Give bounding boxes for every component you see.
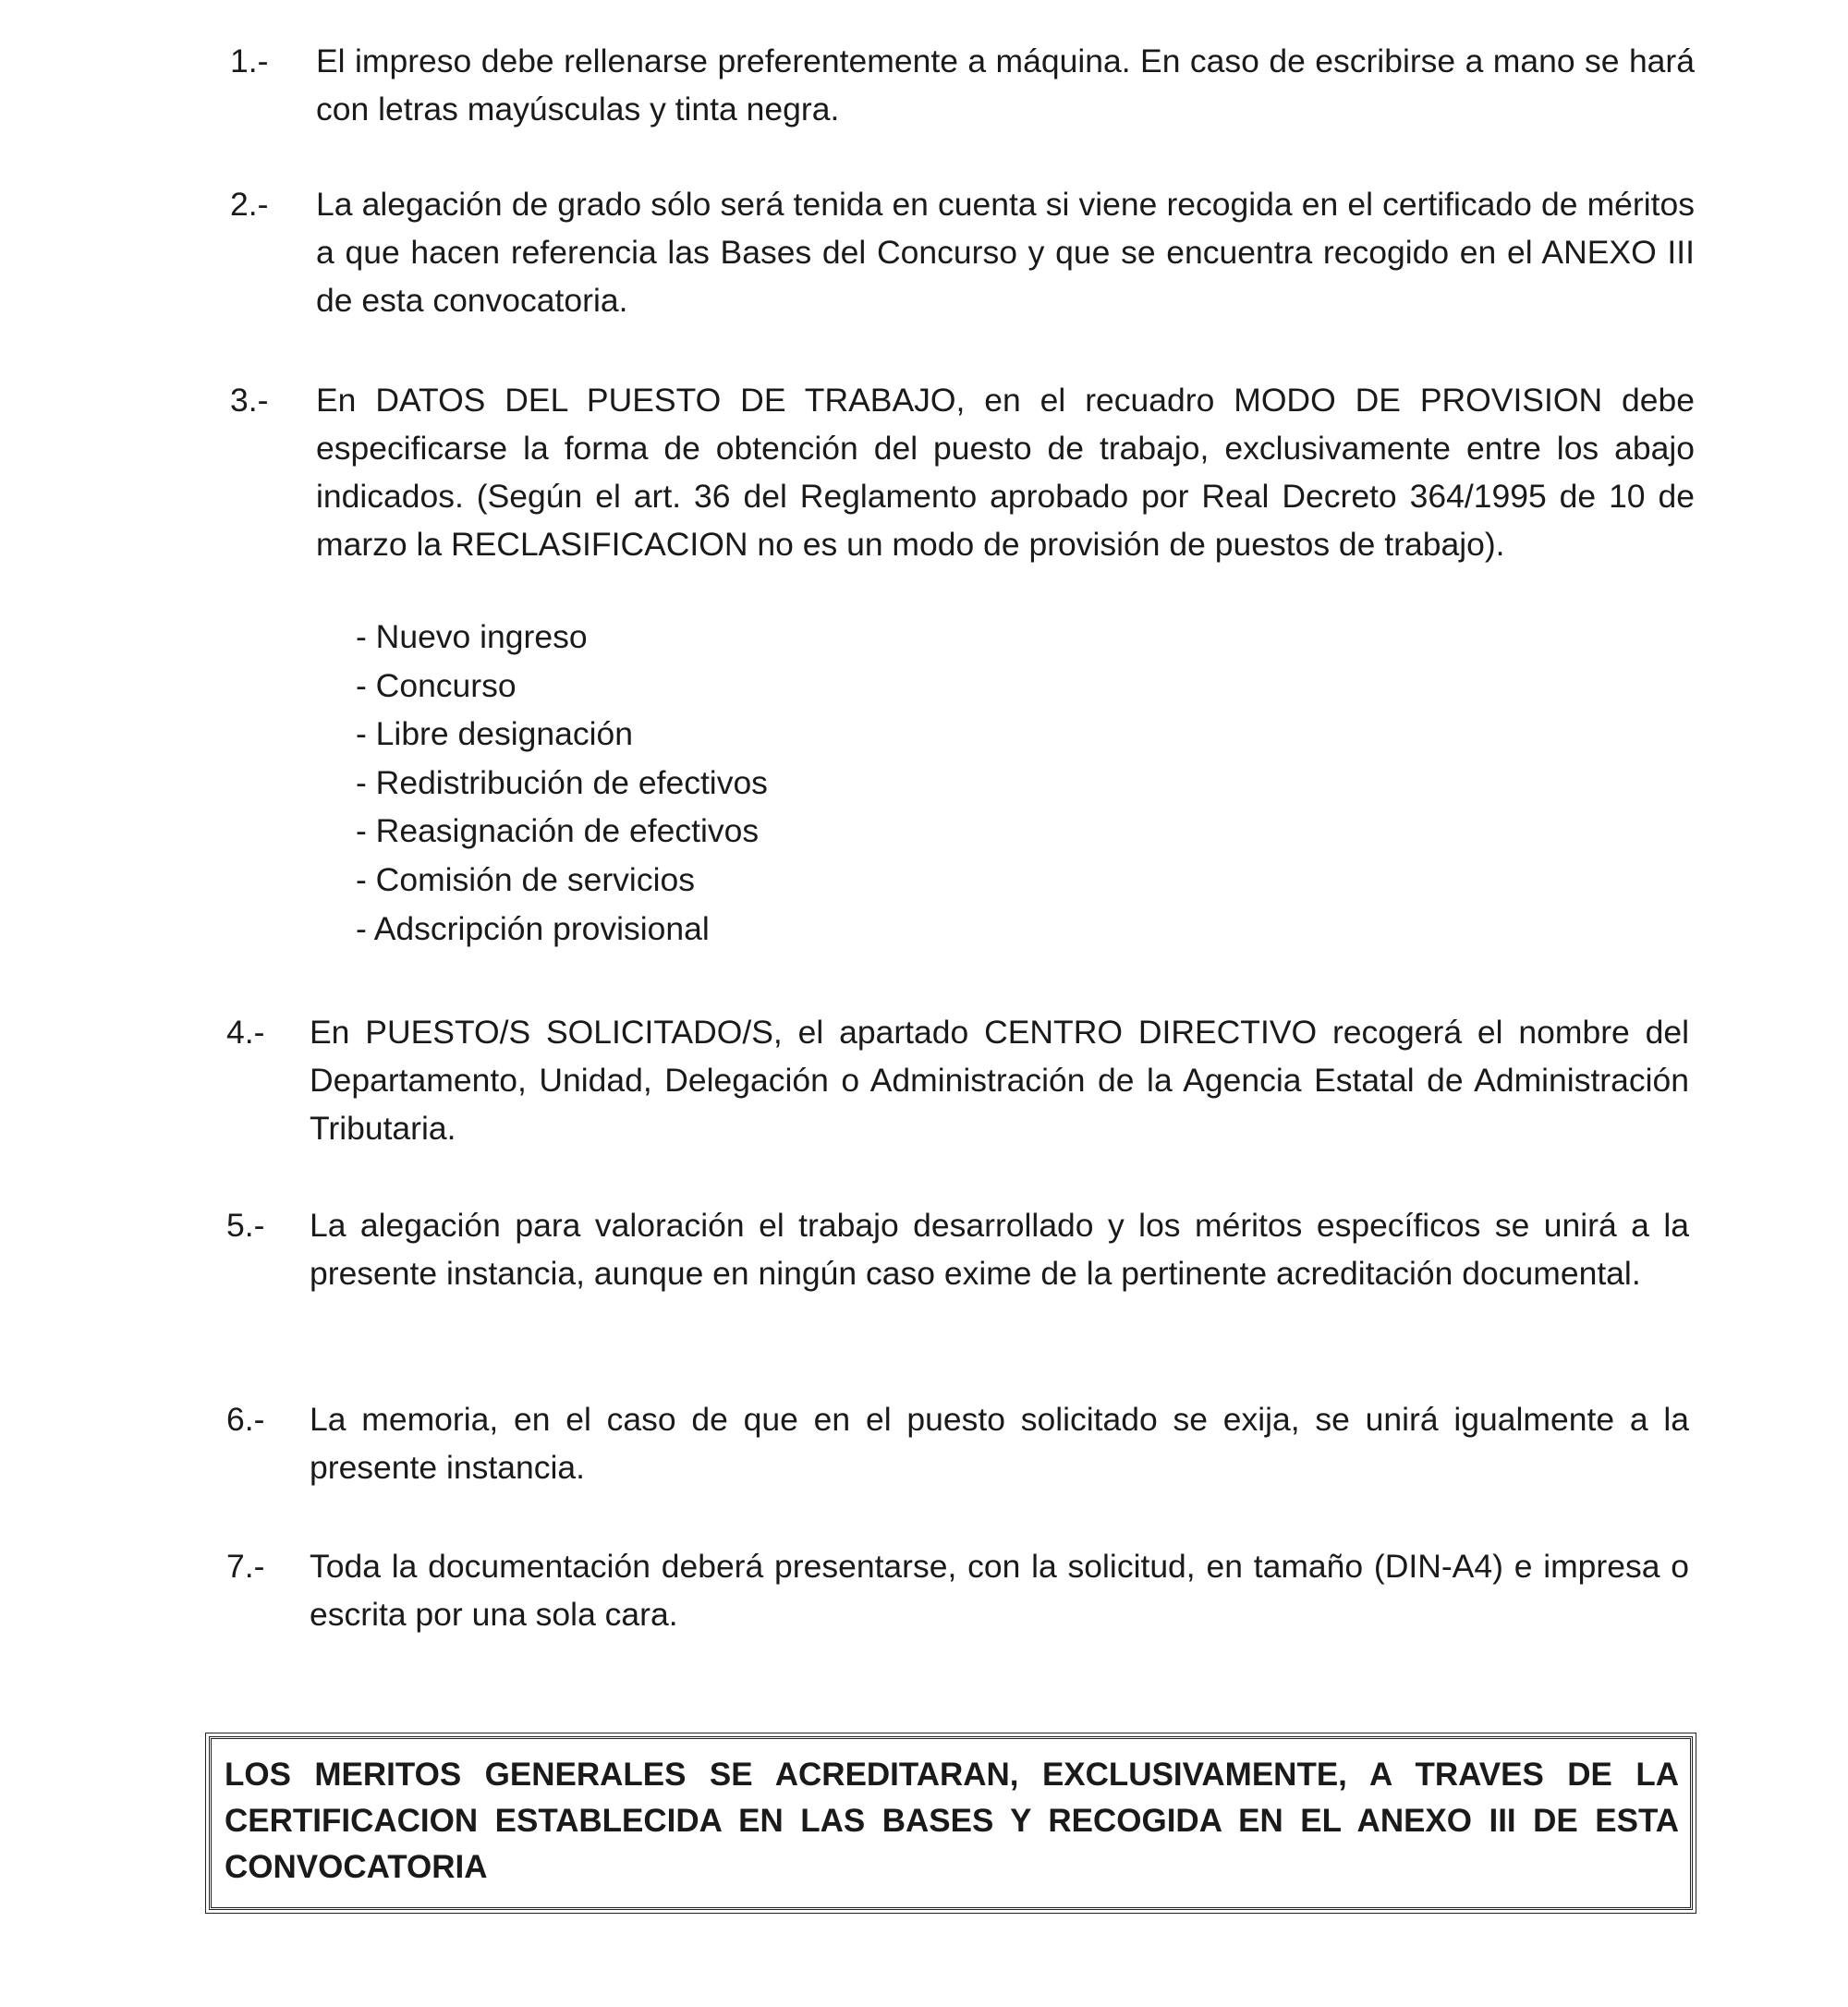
item-number: 5.- [226, 1207, 265, 1244]
item-text: La memoria, en el caso de que en el puesto solicitado se exija, se unirá igualmente a la presente instancia. [310, 1401, 1689, 1486]
item-text: Toda la documentación deberá presentarse, con la solicitud, en tamaño (DIN-A4) e impresa o escrita por una sola cara. [310, 1548, 1689, 1633]
notice-text: LOS MERITOS GENERALES SE ACREDITARAN, EXCLUSIVAMENTE, A TRAVES DE LA CERTIFICACION ESTABLECIDA EN LAS BASES Y RECOGIDA EN EL ANEXO III DE ESTA CONVOCATORIA [225, 1757, 1679, 1885]
item-text: La alegación de grado sólo será tenida en cuenta si viene recogida en el certificado de méritos a que hacen referencia las Bases del Concurso y que se encuentra recogido en el ANEXO III de esta convocatoria. [316, 186, 1695, 319]
item-number: 4.- [226, 1014, 265, 1051]
item-number: 1.- [230, 43, 269, 79]
list-item: - Comisión de servicios [356, 860, 695, 898]
item-text: La alegación para valoración el trabajo desarrollado y los méritos específicos se unirá a la presente instancia, aunque en ningún caso exime de la pertinente acreditación documental. [310, 1207, 1689, 1292]
list-item: - Libre designación [356, 715, 633, 753]
item-number: 2.- [230, 186, 269, 223]
item-text: En DATOS DEL PUESTO DE TRABAJO, en el recuadro MODO DE PROVISION debe especificarse la forma de obtención del puesto de trabajo, exclusivamente entre los abajo indicados. (Según el art. 36 del Reglamento aprobado por Real Decreto 364/1995 de 10 de marzo la RECLASIFICACION no es un modo de provisión de puestos de trabajo). [316, 382, 1695, 563]
list-item: - Reasignación de efectivos [356, 812, 760, 850]
provision-modes-list [356, 613, 768, 953]
item-text: En PUESTO/S SOLICITADO/S, el apartado CENTRO DIRECTIVO recogerá el nombre del Departamento, Unidad, Delegación o Administración de la Agencia Estatal de Administración Tributaria. [310, 1014, 1689, 1147]
list-item: - Nuevo ingreso [356, 618, 588, 655]
item-number: 3.- [230, 382, 269, 419]
notice-box [209, 1736, 1693, 1910]
item-number: 6.- [226, 1401, 265, 1438]
item-text: El impreso debe rellenarse preferentemente a máquina. En caso de escribirse a mano se hará con letras mayúsculas y tinta negra. [316, 43, 1695, 128]
list-item: - Concurso [356, 666, 517, 704]
list-item: - Adscripción provisional [356, 909, 710, 947]
item-number: 7.- [226, 1548, 265, 1585]
list-item: - Redistribución de efectivos [356, 763, 768, 801]
